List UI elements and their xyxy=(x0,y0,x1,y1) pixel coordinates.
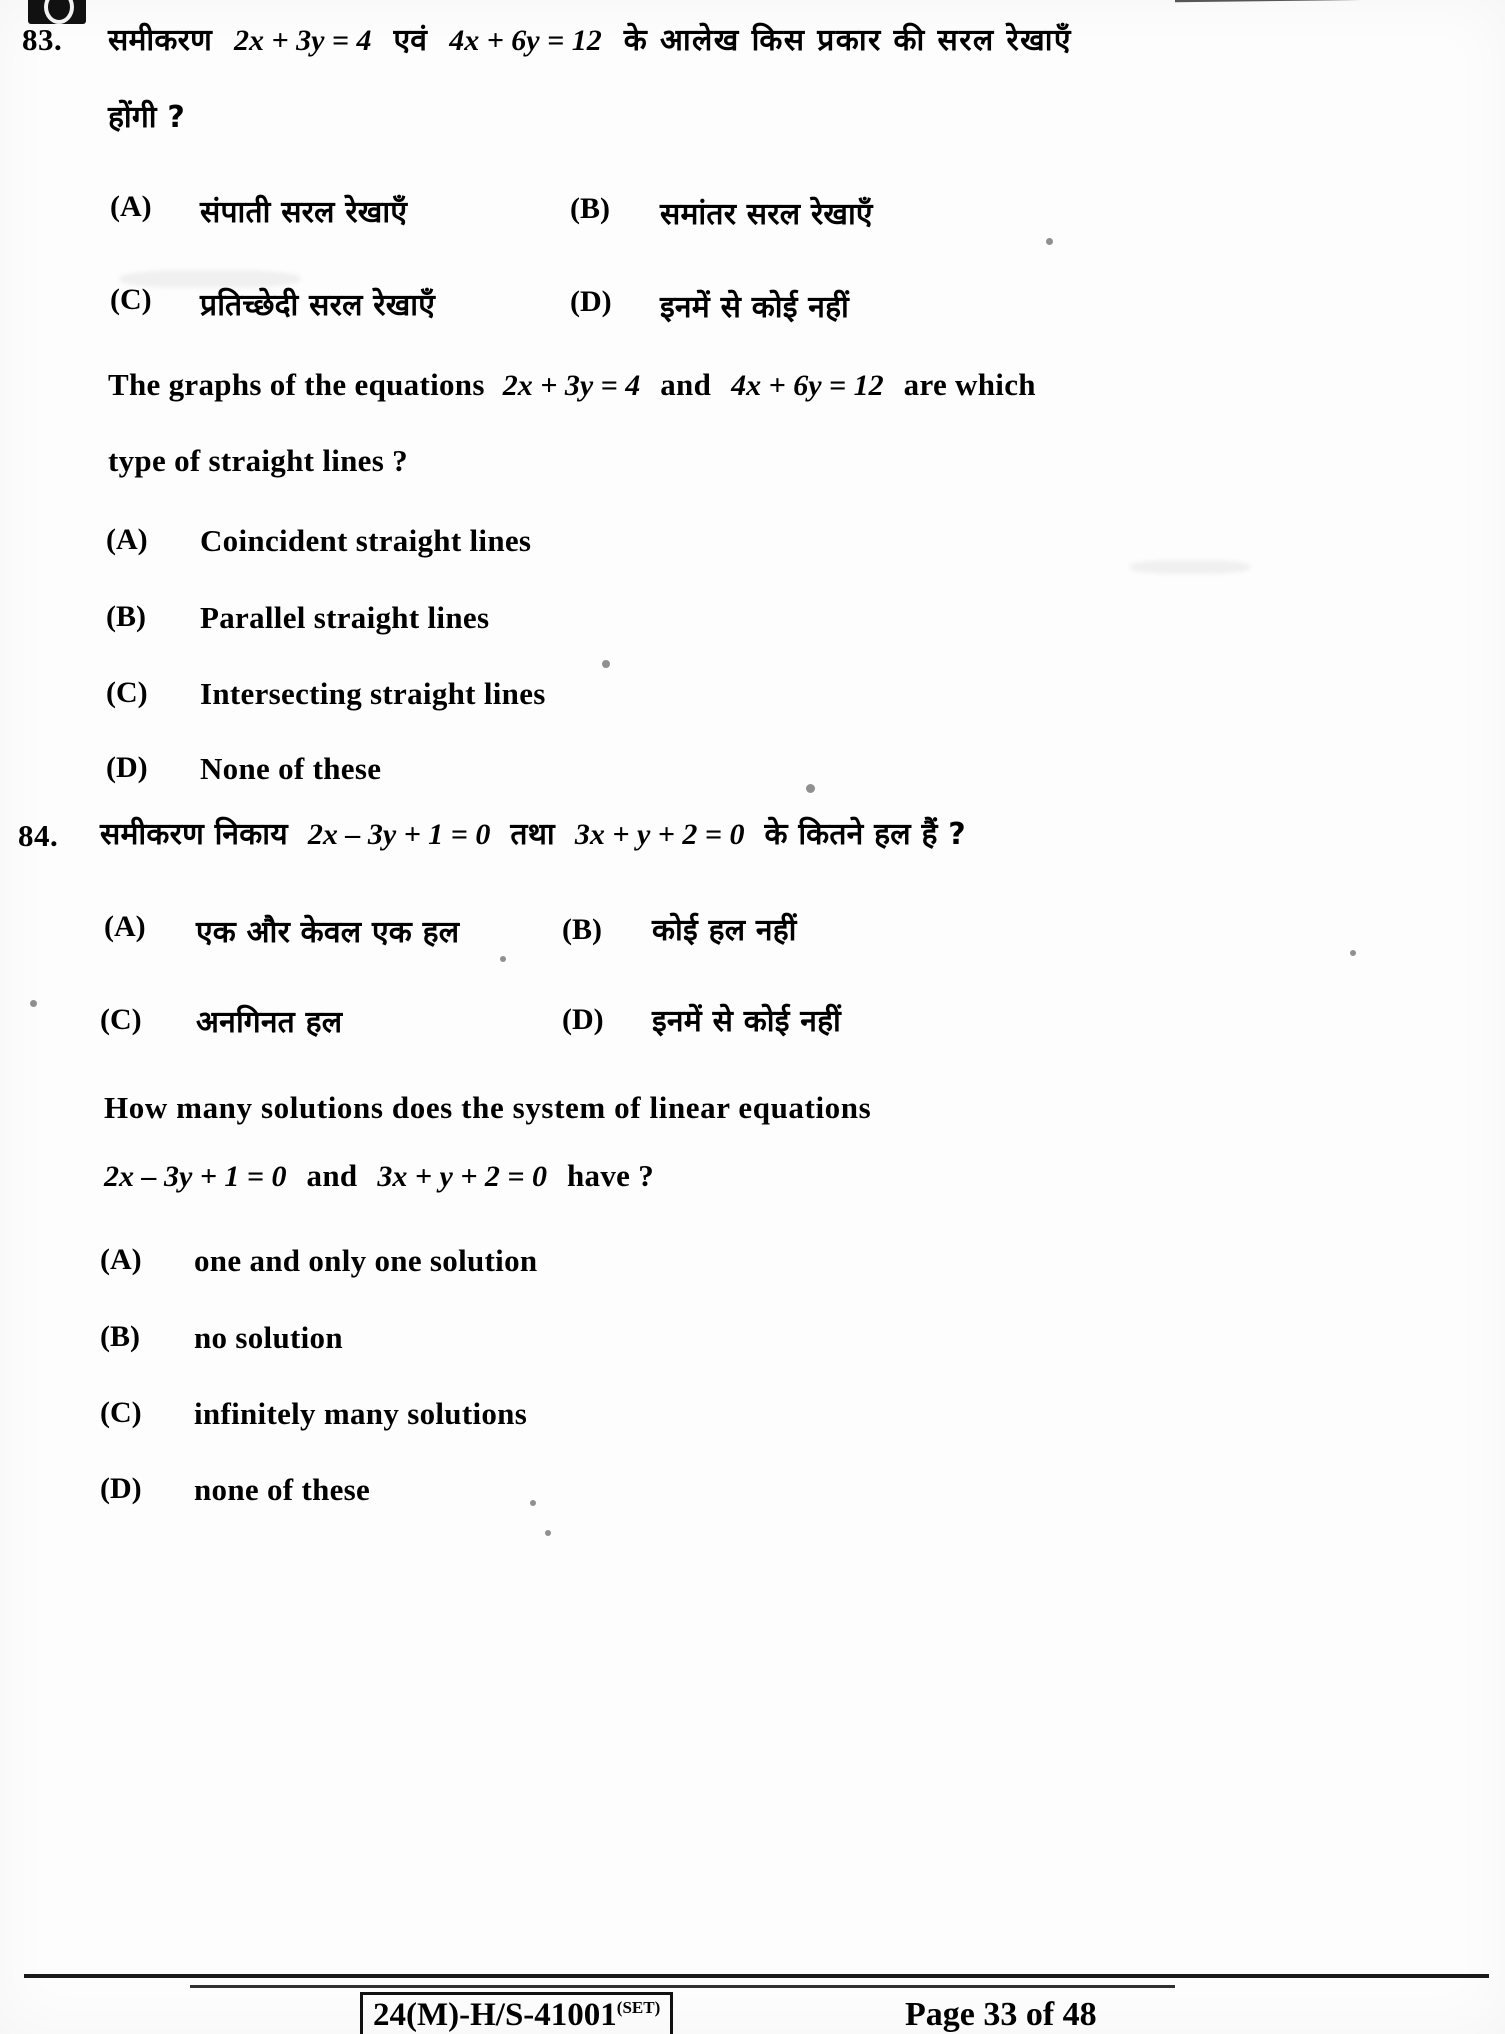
q83-hindi-stem-conjunction: एवं xyxy=(393,23,428,58)
q84-hindi-option-b-text[interactable]: कोई हल नहीं xyxy=(652,913,797,948)
question-number-83: 83. xyxy=(22,22,63,57)
q83-english-stem-line2: type of straight lines ? xyxy=(108,443,408,478)
q83-hindi-equation-1: 2x + 3y = 4 xyxy=(234,24,372,57)
q83-hindi-option-d-text[interactable]: इनमें से कोई नहीं xyxy=(660,290,850,325)
q84-hindi-stem-post: के कितने हल हैं ? xyxy=(764,817,966,852)
scan-speck xyxy=(500,956,506,962)
q84-hindi-option-d-label[interactable]: (D) xyxy=(562,1003,604,1036)
q84-english-stem-post: have ? xyxy=(567,1158,655,1193)
q83-english-equation-1: 2x + 3y = 4 xyxy=(502,369,641,402)
q83-hindi-stem-line1 xyxy=(108,18,1072,59)
q83-english-stem-line1 xyxy=(108,367,1036,403)
q83-english-equation-2: 4x + 6y = 12 xyxy=(731,369,884,402)
question-number-84: 84. xyxy=(18,818,59,853)
q84-hindi-option-a-text[interactable]: एक और केवल एक हल xyxy=(196,915,460,950)
page-number-label: Page 33 of 48 xyxy=(905,1996,1097,2033)
q83-english-stem-post: are which xyxy=(903,367,1036,402)
q83-hindi-stem-line2: होंगी ? xyxy=(108,100,186,135)
scan-speck xyxy=(1046,238,1053,245)
q84-hindi-option-a-label[interactable]: (A) xyxy=(104,910,146,943)
q83-hindi-equation-2: 4x + 6y = 12 xyxy=(449,24,602,57)
q83-hindi-option-c-label[interactable]: (C) xyxy=(110,283,152,316)
q84-hindi-option-c-label[interactable]: (C) xyxy=(100,1003,142,1036)
q83-hindi-stem-post: के आलेख किस प्रकार की सरल रेखाएँ xyxy=(623,23,1072,58)
q84-english-option-a-text[interactable]: one and only one solution xyxy=(194,1243,538,1278)
q84-english-equation-1: 2x – 3y + 1 = 0 xyxy=(104,1160,287,1193)
paper-code-suffix: (SET) xyxy=(616,1998,661,2017)
q84-hindi-equation-2: 3x + y + 2 = 0 xyxy=(574,818,745,851)
q84-hindi-stem xyxy=(100,812,966,853)
q83-hindi-option-b-label[interactable]: (B) xyxy=(570,192,610,225)
q83-hindi-option-d-label[interactable]: (D) xyxy=(570,285,612,318)
q83-english-stem-conjunction: and xyxy=(660,367,712,402)
q83-english-option-d-label[interactable]: (D) xyxy=(106,751,148,784)
q84-english-stem-line1: How many solutions does the system of linear equations xyxy=(104,1090,872,1125)
q84-english-option-d-text[interactable]: none of these xyxy=(194,1472,371,1507)
q83-english-option-b-text[interactable]: Parallel straight lines xyxy=(200,600,490,635)
q83-english-stem-pre: The graphs of the equations xyxy=(108,367,485,402)
q84-hindi-equation-1: 2x – 3y + 1 = 0 xyxy=(307,818,491,851)
q84-english-option-b-label[interactable]: (B) xyxy=(100,1320,140,1353)
scan-speck xyxy=(530,1500,536,1506)
q83-english-option-b-label[interactable]: (B) xyxy=(106,600,146,633)
q84-english-option-a-label[interactable]: (A) xyxy=(100,1243,142,1276)
q84-english-equation-2: 3x + y + 2 = 0 xyxy=(377,1160,548,1193)
paper-code: 24(M)-H/S-41001 xyxy=(373,1997,617,2033)
q84-hindi-stem-conjunction: तथा xyxy=(510,817,555,852)
paper-code-box xyxy=(360,1992,673,2034)
q84-hindi-option-b-label[interactable]: (B) xyxy=(562,913,602,946)
q83-hindi-option-b-text[interactable]: समांतर सरल रेखाएँ xyxy=(660,197,873,232)
q83-english-option-d-text[interactable]: None of these xyxy=(200,751,382,786)
scan-speck xyxy=(806,784,815,793)
q84-english-option-c-text[interactable]: infinitely many solutions xyxy=(194,1396,528,1431)
q84-english-stem-line2 xyxy=(104,1158,654,1194)
scan-smudge xyxy=(1130,560,1250,574)
q83-hindi-stem-pre: समीकरण xyxy=(108,23,212,58)
q83-hindi-option-c-text[interactable]: प्रतिच्छेदी सरल रेखाएँ xyxy=(200,288,436,323)
scan-edge-streak xyxy=(1175,0,1385,2)
q83-english-option-a-text[interactable]: Coincident straight lines xyxy=(200,523,532,558)
q84-hindi-option-c-text[interactable]: अनगिनत हल xyxy=(196,1005,343,1040)
q84-english-option-b-text[interactable]: no solution xyxy=(194,1320,343,1355)
q83-english-option-a-label[interactable]: (A) xyxy=(106,523,148,556)
q84-hindi-stem-pre: समीकरण निकाय xyxy=(100,817,288,852)
q83-hindi-option-a-label[interactable]: (A) xyxy=(110,190,152,223)
scan-speck xyxy=(545,1530,551,1536)
q84-english-stem-conjunction: and xyxy=(306,1158,358,1193)
q84-hindi-option-d-text[interactable]: इनमें से कोई नहीं xyxy=(652,1004,842,1039)
punch-hole-mark xyxy=(28,0,86,24)
scan-speck xyxy=(30,1000,37,1007)
footer-divider-secondary xyxy=(190,1985,1175,1988)
q84-english-option-d-label[interactable]: (D) xyxy=(100,1472,142,1505)
footer-divider xyxy=(24,1974,1489,1978)
q83-english-option-c-text[interactable]: Intersecting straight lines xyxy=(200,676,546,711)
scan-speck xyxy=(1350,950,1356,956)
q84-english-option-c-label[interactable]: (C) xyxy=(100,1396,142,1429)
q83-hindi-option-a-text[interactable]: संपाती सरल रेखाएँ xyxy=(200,195,408,230)
q83-english-option-c-label[interactable]: (C) xyxy=(106,676,148,709)
scan-speck xyxy=(602,660,610,668)
